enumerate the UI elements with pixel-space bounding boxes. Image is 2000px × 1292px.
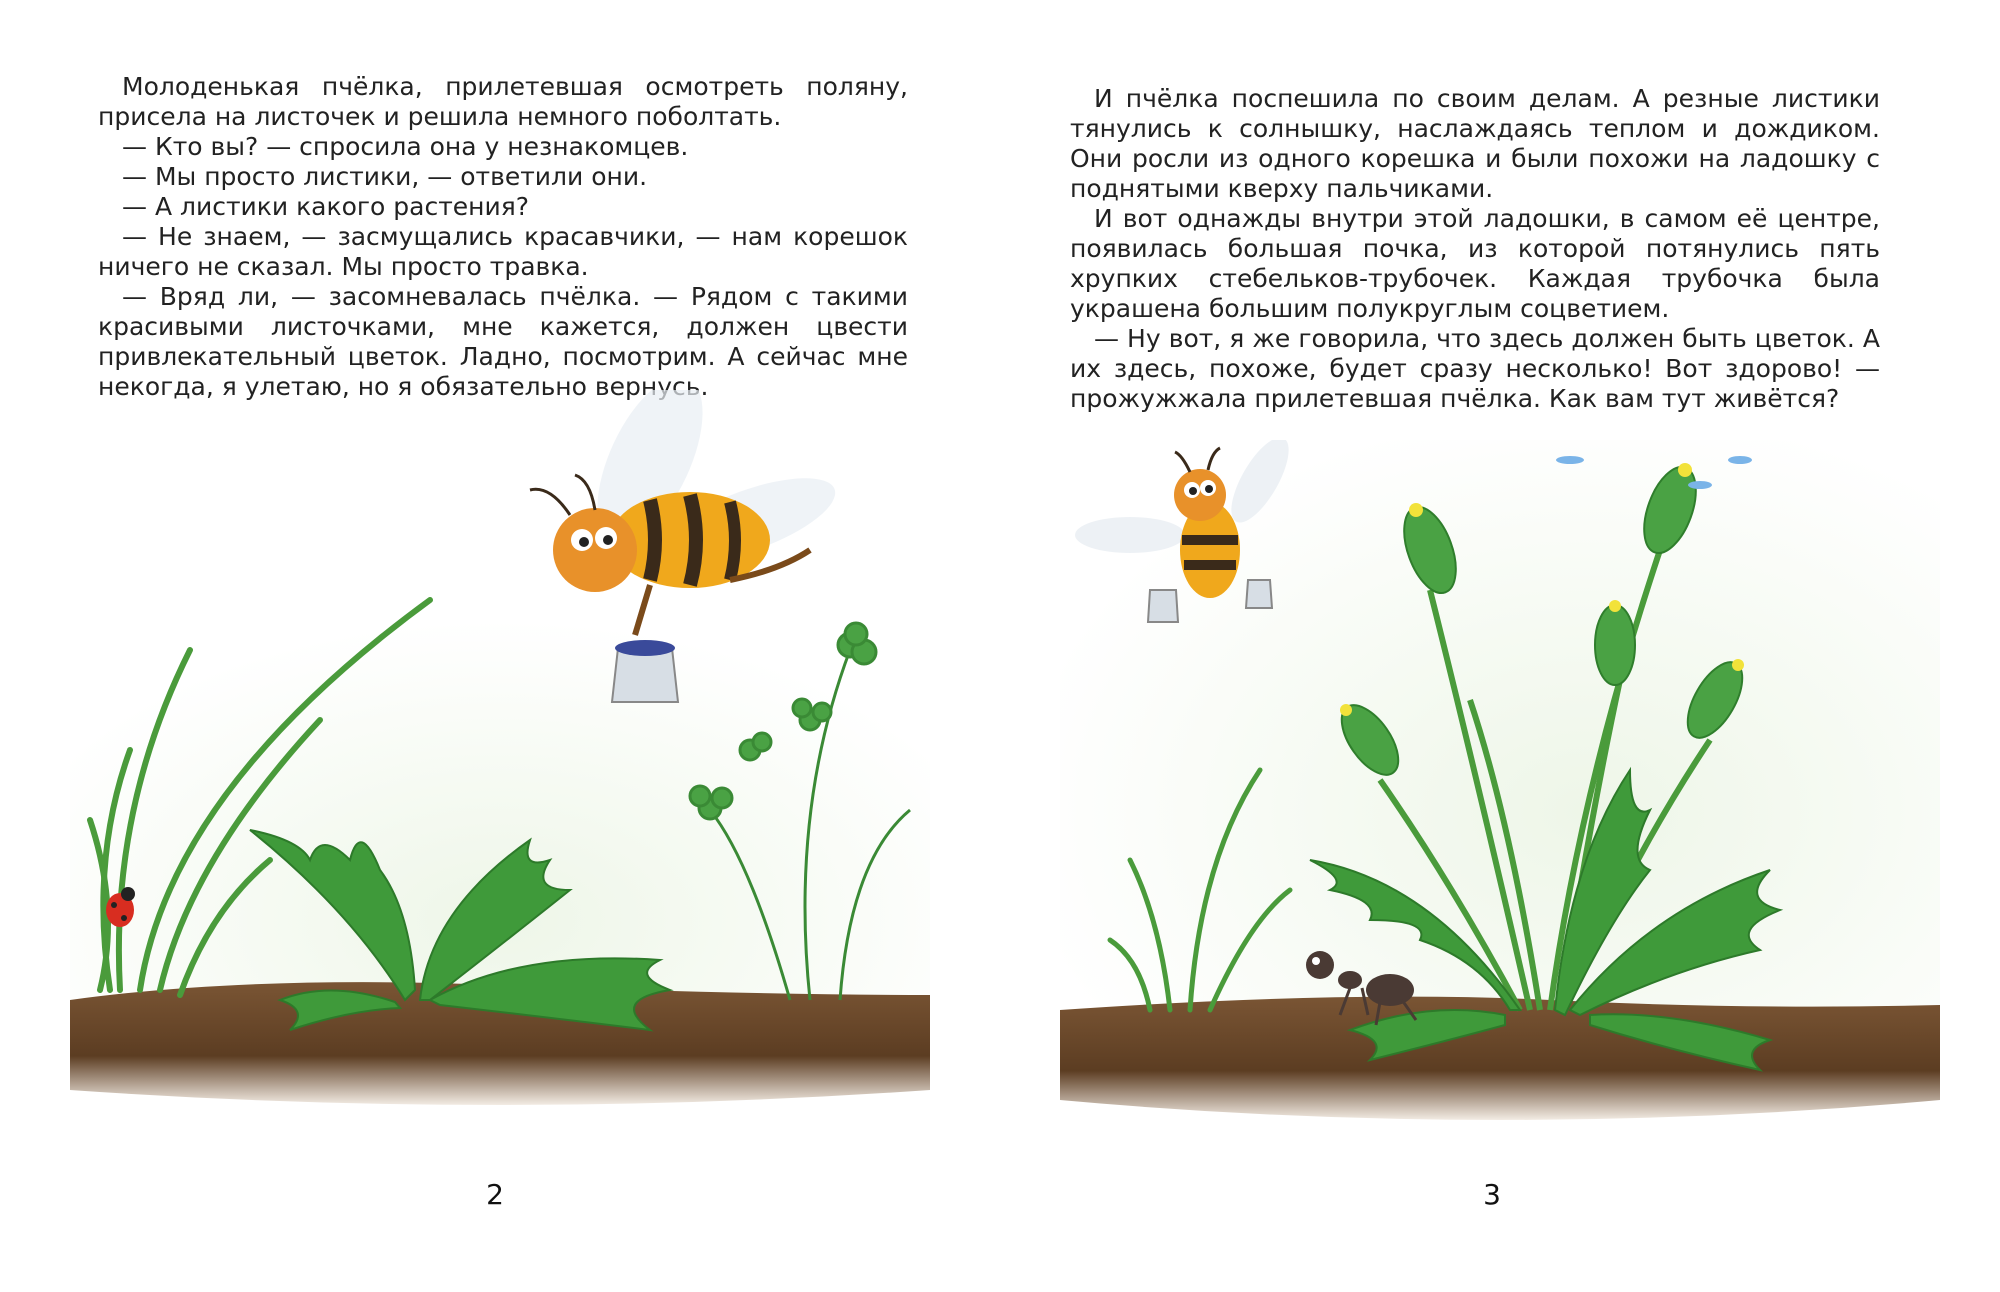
illustration-bee-and-leaves <box>50 390 950 1150</box>
paragraph: И вот однажды внутри этой ладошки, в самом её центре, появилась большая почка, из которой потянулись пять хрупких стебельков-трубочек. Каждая трубочка была украшена большим полукруглым соцветием. <box>1070 204 1880 323</box>
page-number: 2 <box>486 1178 504 1211</box>
illustration-dandelion-buds <box>1050 440 1950 1160</box>
right-page <box>1000 0 2000 1292</box>
right-page-text <box>1070 84 1880 414</box>
left-page-text <box>98 72 908 402</box>
page-number: 3 <box>1483 1178 1501 1211</box>
paragraph: — Ну вот, я же говорила, что здесь должен быть цветок. А их здесь, похоже, будет сразу несколько! Вот здорово! — прожужжала прилетевшая пчёлка. Как вам тут живётся? <box>1070 324 1880 413</box>
paragraph: — Вряд ли, — засомневалась пчёлка. — Рядом с такими красивыми листочками, мне кажется, должен цвести привлекательный цветок. Ладно, посмотрим. А сейчас мне некогда, я улетаю, но я обязательно вернусь. <box>98 282 908 401</box>
paragraph: — Кто вы? — спросила она у незнакомцев. <box>122 132 689 161</box>
paragraph: И пчёлка поспешила по своим делам. А резные листики тянулись к солнышку, наслаждаясь теплом и дождиком. Они росли из одного корешка и были похожи на ладошку с поднятыми кверху пальчиками. <box>1070 84 1880 203</box>
paragraph: — Не знаем, — засмущались красавчики, — нам корешок ничего не сказал. Мы просто травка. <box>98 222 908 281</box>
paragraph: Молоденькая пчёлка, прилетевшая осмотреть поляну, присела на листочек и решила немного поболтать. <box>98 72 908 131</box>
paragraph: — Мы просто листики, — ответили они. <box>122 162 648 191</box>
paragraph: — А листики какого растения? <box>122 192 530 221</box>
